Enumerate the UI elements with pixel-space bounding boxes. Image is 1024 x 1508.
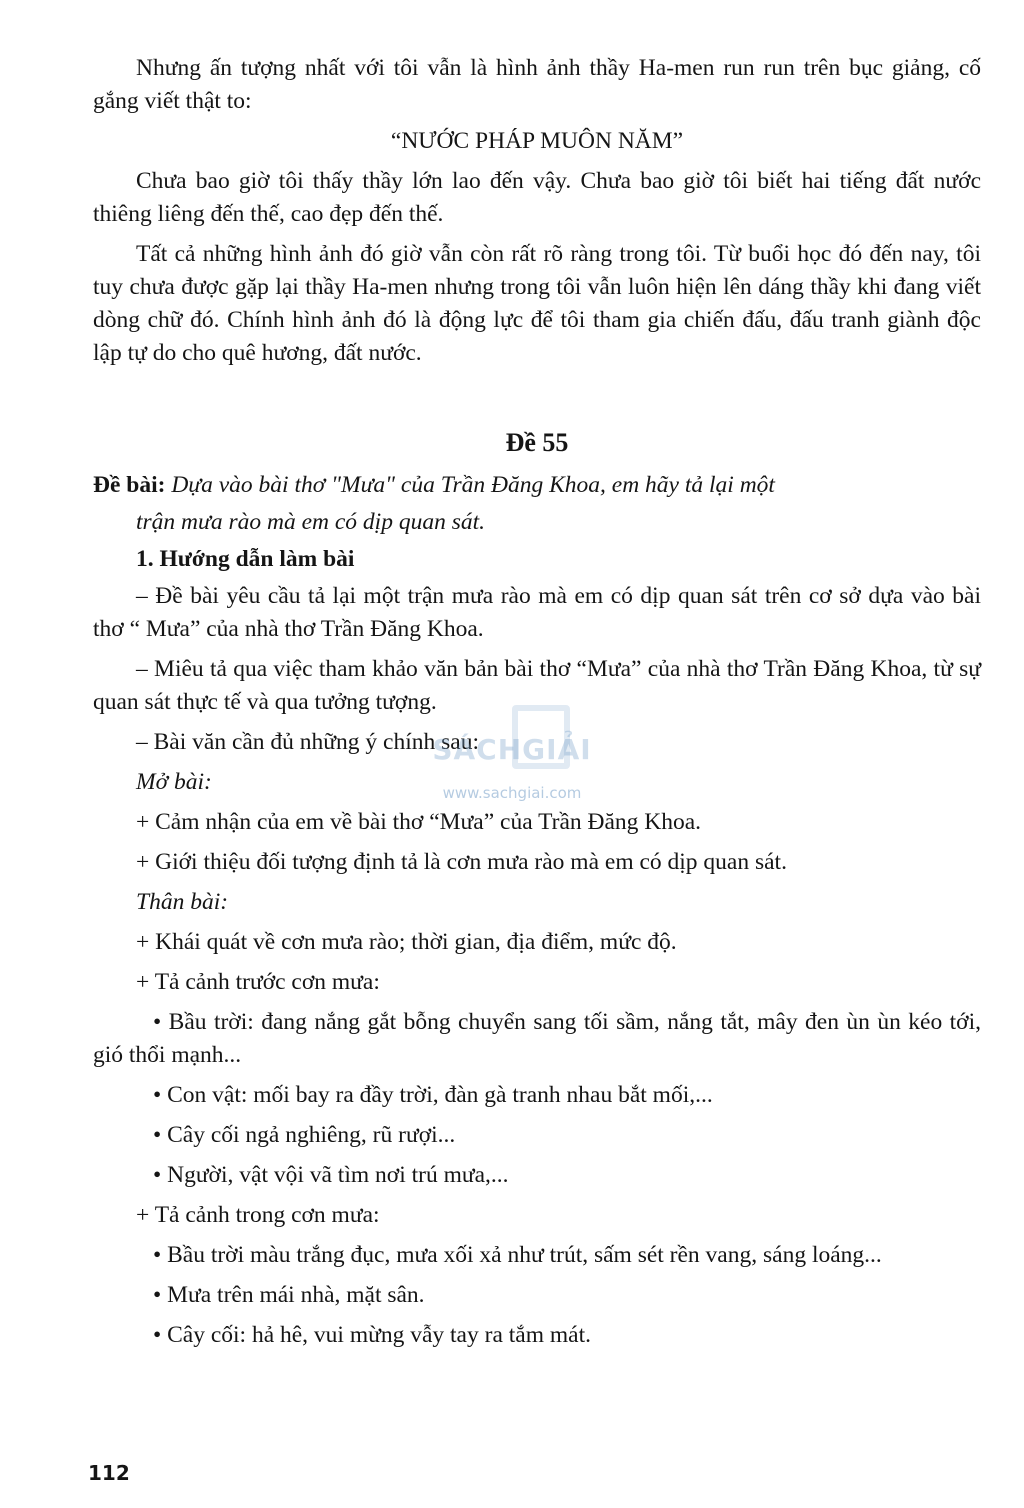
paragraph-1: Nhưng ấn tượng nhất với tôi vẫn là hình ảnh thầy Ha-men run run trên bục giảng, cố gắng viết thật to: — [93, 55, 981, 114]
page-number: 112 — [88, 1461, 130, 1485]
watermark-logo-text: SÁCHGIẢI — [432, 733, 592, 766]
watermark-url: www.sachgiai.com — [442, 784, 582, 802]
section-title: Đề 55 — [505, 428, 569, 457]
than-bai-item-1: + Khái quát về cơn mưa rào; thời gian, địa điểm, mức độ. — [136, 929, 677, 955]
paragraph-2: Chưa bao giờ tôi thấy thầy lớn lao đến vậy. Chưa bao giờ tôi biết hai tiếng đất nước thiêng liêng đến thế, cao đẹp đến thế. — [93, 168, 981, 227]
prompt-line-2: trận mưa rào mà em có dịp quan sát. — [136, 509, 485, 535]
page-content — [93, 52, 981, 1359]
prompt-label: Đề bài: — [93, 472, 166, 498]
mo-bai-item-2: + Giới thiệu đối tượng định tả là cơn mưa rào mà em có dịp quan sát. — [136, 849, 787, 875]
bullet-sky-before: • Bầu trời: đang nắng gắt bỗng chuyển sang tối sầm, nắng tắt, mây đen ùn ùn kéo tới, gió thổi mạnh... — [93, 1009, 981, 1068]
prompt-text: Dựa vào bài thơ "Mưa" của Trần Đăng Khoa, em hãy tả lại một — [171, 472, 775, 498]
mo-bai-item-1: + Cảm nhận của em về bài thơ “Mưa” của Trần Đăng Khoa. — [136, 809, 702, 835]
than-bai-item-2: + Tả cảnh trước cơn mưa: — [136, 969, 380, 995]
quote-line: “NƯỚC PHÁP MUÔN NĂM” — [390, 128, 684, 154]
prompt-line-1 — [93, 469, 981, 502]
bullet-sky-during: • Bầu trời màu trắng đục, mưa xối xả như trút, sấm sét rền vang, sáng loáng... — [153, 1242, 882, 1268]
bullet-people: • Người, vật vội vã tìm nơi trú mưa,... — [153, 1162, 509, 1188]
paragraph-3: Tất cả những hình ảnh đó giờ vẫn còn rất rõ ràng trong tôi. Từ buổi học đó đến nay, tôi tuy chưa được gặp lại thầy Ha-men nhưng trong tôi vẫn luôn hiện lên dáng thầy khi đang viết dòng chữ đó. Chính hình ảnh đó là động lực để tôi tham gia chiến đấu, đấu tranh giành độc lập tự do cho quê hương, đất nước. — [93, 241, 981, 366]
bullet-trees: • Cây cối ngả nghiêng, rũ rượi... — [153, 1122, 456, 1148]
guide-heading: 1. Hướng dẫn làm bài — [136, 546, 355, 572]
bullet-roof: • Mưa trên mái nhà, mặt sân. — [153, 1282, 425, 1308]
guide-item-2: – Miêu tả qua việc tham khảo văn bản bài thơ “Mưa” của nhà thơ Trần Đăng Khoa, từ sự quan sát thực tế và qua tưởng tượng. — [93, 656, 981, 715]
guide-item-1: – Đề bài yêu cầu tả lại một trận mưa rào mà em có dịp quan sát trên cơ sở dựa vào bài thơ “ Mưa” của nhà thơ Trần Đăng Khoa. — [93, 583, 981, 642]
than-bai-label: Thân bài: — [136, 889, 229, 915]
than-bai-item-3: + Tả cảnh trong cơn mưa: — [136, 1202, 380, 1228]
mo-bai-label: Mở bài: — [136, 769, 212, 795]
guide-item-3: – Bài văn cần đủ những ý chính sau: — [136, 729, 479, 755]
bullet-trees-during: • Cây cối: hả hê, vui mừng vẫy tay ra tắm mát. — [153, 1322, 591, 1348]
bullet-animals: • Con vật: mối bay ra đầy trời, đàn gà tranh nhau bắt mối,... — [153, 1082, 713, 1108]
